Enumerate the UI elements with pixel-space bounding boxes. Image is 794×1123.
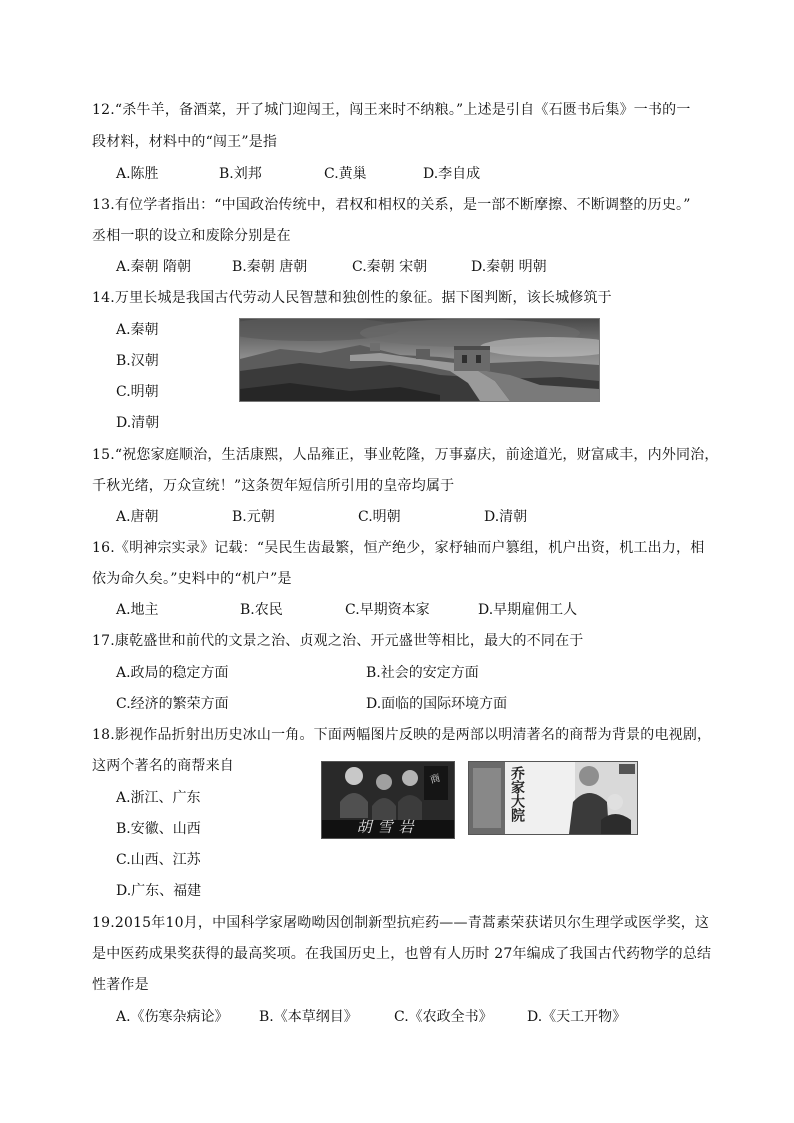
- q17-stem: 17.康乾盛世和前代的文景之治、贞观之治、开元盛世等相比，最大的不同在于: [92, 633, 584, 649]
- q13-option-a: A.秦朝 隋朝: [116, 259, 192, 275]
- q16-stem-line1: 16.《明神宗实录》记载：“吴民生齿最繁，恒产绝少，家杼轴而户篡组，机户出资，机工出力，相: [92, 540, 705, 556]
- q15-option-d: D.清朝: [484, 509, 528, 525]
- q15-stem-line1: 15.“祝您家庭顺治，生活康熙，人品雍正，事业乾隆，万事嘉庆，前途道光，财富咸丰，内外同治，: [92, 447, 719, 463]
- q16-option-c: C.早期资本家: [345, 602, 430, 618]
- q19-stem-line1: 19.2015年10月，中国科学家屠呦呦因创制新型抗疟药——青蒿素荣获诺贝尔生理学或医学奖，这: [92, 915, 710, 931]
- q14-option-d: D.清朝: [116, 415, 160, 431]
- q15-option-c: C.明朝: [358, 509, 401, 525]
- poster-qiao-family-compound: [468, 761, 638, 835]
- poster-hu-xueyan: [321, 761, 455, 839]
- q16-option-a: A.地主: [116, 602, 159, 618]
- great-wall-illustration: [240, 319, 599, 401]
- q13-option-b: B.秦朝 唐朝: [232, 259, 308, 275]
- svg-text:商: 商: [429, 772, 442, 787]
- poster-hu-xueyan-title: 胡雪岩: [356, 818, 420, 836]
- q19-option-d: D.《天工开物》: [527, 1009, 627, 1025]
- q17-option-d: D.面临的国际环境方面: [366, 696, 508, 712]
- q19-option-a: A.《伤寒杂病论》: [116, 1009, 229, 1025]
- q14-option-a: A.秦朝: [116, 322, 159, 338]
- q13-stem-line1: 13.有位学者指出：“中国政治传统中，君权和相权的关系，是一部不断摩擦、不断调整的历史。”: [92, 197, 691, 213]
- q16-option-d: D.早期雇佣工人: [478, 602, 578, 618]
- q14-stem: 14.万里长城是我国古代劳动人民智慧和独创性的象征。据下图判断，该长城修筑于: [92, 290, 612, 306]
- q13-option-c: C.秦朝 宋朝: [352, 259, 428, 275]
- q18-option-c: C.山西、江苏: [116, 852, 201, 868]
- q19-option-c: C.《农政全书》: [394, 1009, 493, 1025]
- q18-stem-line2: 这两个著名的商帮来自: [92, 758, 234, 774]
- q15-option-b: B.元朝: [232, 509, 275, 525]
- q13-stem-line2: 丞相一职的设立和废除分别是在: [92, 228, 291, 244]
- great-wall-photo: [239, 318, 600, 402]
- q16-option-b: B.农民: [240, 602, 283, 618]
- q16-stem-line2: 依为命久矣。”史料中的“机户”是: [92, 571, 292, 587]
- q18-option-b: B.安徽、山西: [116, 821, 201, 837]
- q18-stem-line1: 18.影视作品折射出历史冰山一角。下面两幅图片反映的是两部以明清著名的商帮为背景的电视剧，: [92, 727, 712, 743]
- q17-option-c: C.经济的繁荣方面: [116, 696, 229, 712]
- q19-option-b: B.《本草纲目》: [259, 1009, 358, 1025]
- q12-stem-line1: 12.“杀牛羊，备酒菜，开了城门迎闯王，闯王来时不纳粮。”上述是引自《石匮书后集》一书的一: [92, 102, 691, 118]
- q17-option-a: A.政局的稳定方面: [116, 665, 229, 681]
- q14-option-c: C.明朝: [116, 384, 159, 400]
- q12-option-c: C.黄巢: [324, 166, 367, 182]
- q12-option-a: A.陈胜: [116, 166, 159, 182]
- q18-option-a: A.浙江、广东: [116, 790, 201, 806]
- q18-option-d: D.广东、福建: [116, 883, 202, 899]
- q14-option-b: B.汉朝: [116, 353, 159, 369]
- poster-qiao-art: [469, 762, 637, 834]
- q19-stem-line2: 是中医药成果奖获得的最高奖项。在我国历史上，也曾有人历时 27年编成了我国古代药物学的总结: [92, 946, 712, 962]
- q12-stem-line2: 段材料，材料中的“闯王”是指: [92, 134, 278, 150]
- q15-option-a: A.唐朝: [116, 509, 159, 525]
- q12-option-d: D.李自成: [423, 166, 481, 182]
- q17-option-b: B.社会的安定方面: [366, 665, 479, 681]
- q13-option-d: D.秦朝 明朝: [471, 259, 547, 275]
- q19-stem-line3: 性著作是: [92, 977, 149, 993]
- q15-stem-line2: 千秋光绪，万众宣统！”这条贺年短信所引用的皇帝均属于: [92, 478, 455, 494]
- q12-option-b: B.刘邦: [219, 166, 262, 182]
- poster-qiao-title: 乔家大院: [509, 766, 525, 822]
